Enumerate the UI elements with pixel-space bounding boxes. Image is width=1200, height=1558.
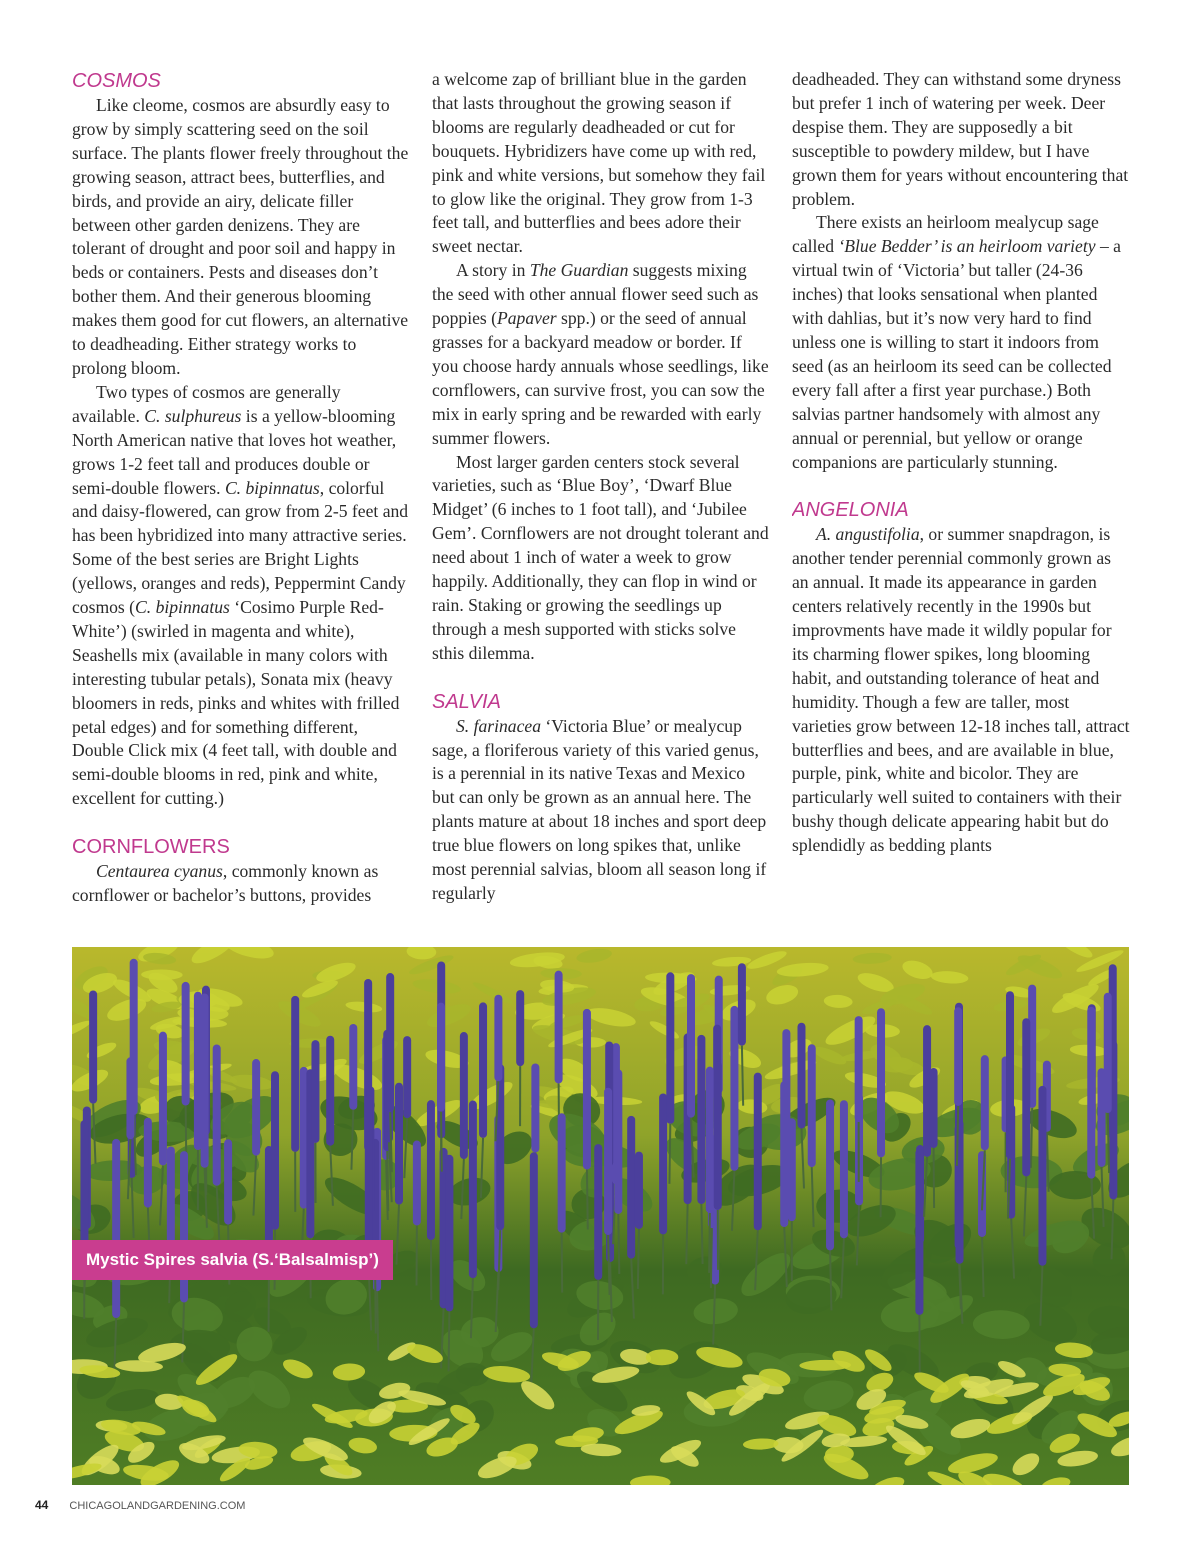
flower-stem (387, 1151, 388, 1211)
text-run: , commonly known as cornflower or bachelor’s buttons, provides (72, 861, 379, 906)
flower-spike (788, 1118, 796, 1221)
flower-stem (638, 1229, 639, 1289)
flower-spike (1022, 1018, 1030, 1176)
salvia-photo-illustration (72, 947, 1129, 1485)
flower-spike (797, 1023, 805, 1129)
species-name: Papaver (497, 308, 557, 329)
text-run: a virtual twin of ‘Victoria’ but taller (24-36 inches) that looks sensational when planted with dahlias, but it’s now very hard to find unless one is willing to start it indoors from seed (as an heirloom its seed can be collected every fall after a first year purchase.) Both salvias partner handsomely with almost any annual or perennial, but yellow or orange companions are particularly stunning. (792, 236, 1121, 472)
flower-spike (224, 1139, 232, 1224)
flower-spike (738, 963, 746, 1045)
flower-stem (957, 1106, 958, 1166)
site-url: CHICAGOLANDGARDENING.COM (69, 1500, 246, 1512)
text-run: , or summer snapdragon, is another tender perennial commonly grown as an annual. It made its appearance in garden centers relatively recently in the 1990s but improvments have made it wildly popular for its charming flower spikes, long blooming habit, and outstanding tolerance of heat and humidity. Though a few are taller, most varieties grow between 12-18 inches tall, attract butterflies and bees, and are available in blue, purple, pink, white and bicolor. They are particularly well suited to containers with their bushy though delicate appearing habit but do splendidly as bedding plants (792, 524, 1130, 856)
flower-stem (669, 1124, 670, 1184)
flower-spike (954, 1007, 962, 1106)
column-3 (792, 68, 1130, 918)
salvia-paragraph-1-cont: deadheaded. They can withstand some dryness but prefer 1 inch of watering per week. Deer despise them. They are supposedly a bit susceptible to powdery mildew, but I have grown them for years without encountering that problem. (792, 69, 1129, 209)
flower-spike (659, 1093, 667, 1234)
text-run: A story in (456, 260, 530, 281)
flower-spike (808, 1044, 816, 1167)
flower-spike (530, 1152, 538, 1328)
flower-spike (126, 1057, 134, 1139)
flower-spike (437, 1003, 445, 1112)
flower-spike (531, 1063, 539, 1152)
flower-stem (587, 1169, 588, 1229)
salvia-photo (72, 947, 1129, 1485)
flower-spike (555, 971, 563, 1084)
flower-stem (709, 1213, 710, 1273)
text-run: ‘Victoria Blue’ or mealycup sage, a floriferous variety of this varied genus, is a perennial in its native Texas and Mexico but can only be grown as an annual here. The plants mature at about 18 inches and sport deep true blue flowers on long spikes that, unlike most perennial salvias, bloom all season long if regularly (432, 715, 767, 903)
flower-spike (1038, 1086, 1046, 1266)
text-run: spp.) or the seed of annual grasses for a backyard meadow or border. If you choose hardy annuals whose seedlings, like cornflowers, can survive frost, you can sow the mix in early spring and be rewarded with early summer flowers. (432, 308, 769, 448)
text-run: Two types of cosmos are generally available. (72, 381, 341, 426)
heading-angelonia: ANGELONIA (792, 499, 909, 522)
column-2 (432, 68, 770, 918)
flower-spike (271, 1071, 279, 1230)
page-footer (35, 1498, 245, 1512)
flower-spike (877, 1008, 885, 1157)
cornflowers-paragraph-2 (432, 259, 770, 450)
flower-spike (167, 1146, 175, 1243)
flower-spike (445, 1155, 453, 1312)
flower-spike (159, 1032, 167, 1166)
flower-spike (594, 1144, 602, 1280)
text-run: suggests mixing the seed with other annual flower seed such as poppies ( (432, 260, 759, 329)
flower-spike (494, 995, 502, 1081)
flower-spike (427, 1100, 435, 1240)
flower-spike (687, 974, 695, 1118)
text-run: , colorful and daisy-flowered, can grow from 2-5 feet and has been hybridized into many attractive series. Some of the best series are Bright Lights (yellows, oranges and reds), Peppermint Candy cosmos ( (72, 477, 409, 618)
flower-spike (1098, 1068, 1106, 1167)
species-name: C. sulphureus (144, 405, 242, 426)
text-run: There exists an heirloom mealycup sage called (792, 212, 1099, 257)
flower-spike (754, 1073, 762, 1231)
species-name: C. bipinnatus (135, 597, 230, 618)
flower-spike (780, 1081, 788, 1227)
species-name: A. angustifolia (816, 524, 920, 545)
flower-spike (201, 993, 209, 1167)
heading-cosmos: COSMOS (72, 70, 161, 92)
flower-spike (826, 1099, 834, 1250)
flower-spike (840, 1100, 848, 1238)
flower-spike (182, 982, 190, 1106)
flower-spike (730, 1006, 738, 1171)
flower-spike (981, 1055, 989, 1150)
flower-stem (375, 1273, 376, 1333)
cosmos-paragraph-2 (72, 381, 410, 811)
flower-spike (706, 1067, 714, 1213)
column-1 (72, 68, 410, 918)
flower-spike (326, 1036, 334, 1146)
flower-spike (1087, 1007, 1095, 1179)
flower-spike (915, 1149, 923, 1315)
flower-stem (830, 1250, 831, 1310)
species-name: C. bipinnatus (224, 477, 320, 498)
flower-spike (469, 1101, 477, 1279)
flower-spike (697, 1035, 705, 1204)
flower-spike (558, 1113, 566, 1232)
photo-caption: Mystic Spires salvia (S.‘Balsalmisp’) (72, 1240, 393, 1280)
angelonia-paragraph-1 (792, 523, 1130, 858)
flower-spike (614, 1069, 622, 1214)
flower-stem (441, 1112, 442, 1172)
heading-salvia: SALVIA (432, 690, 501, 713)
flower-spike (386, 973, 394, 1112)
flower-spike (213, 1044, 221, 1185)
publication-name: The Guardian (529, 260, 629, 281)
flower-spike (89, 991, 97, 1104)
flower-spike (395, 1083, 403, 1205)
flower-spike (855, 1016, 863, 1122)
flower-stem (562, 1233, 563, 1293)
flower-stem (711, 1228, 712, 1288)
flower-spike (1006, 991, 1014, 1159)
flower-spike (349, 1024, 357, 1110)
text-run: is a yellow-blooming North American native that loves hot weather, grows 1-2 feet tall and produces double or semi-double flowers. (72, 405, 397, 498)
flower-stem (449, 1311, 450, 1371)
flower-stem (742, 1046, 743, 1106)
species-name: Centaurea cyanus (96, 861, 223, 882)
cornflowers-paragraph-1-cont: a welcome zap of brilliant blue in the garden that lasts throughout the growing season if blooms are regularly deadheaded or cut for bouquets. Hybridizers have come up with red, pink and white versions, but somehow they fail to glow like the original. They grow from 1-3 feet tall, and butterflies and bees adore their sweet nectar. (432, 69, 766, 257)
salvia-paragraph-2 (792, 211, 1130, 474)
species-name: S. farinacea (456, 715, 542, 736)
flower-spike (252, 1059, 260, 1156)
salvia-paragraph-1 (432, 715, 770, 906)
flower-stem (1031, 1108, 1032, 1168)
flower-spike (479, 1002, 487, 1138)
flower-stem (1108, 1113, 1109, 1173)
flower-spike (635, 1152, 643, 1229)
flower-spike (403, 1036, 411, 1118)
flower-spike (144, 1118, 152, 1208)
text-run: ‘Cosimo Purple Red-White’) (swirled in magenta and white), Seashells mix (available in many colors with interesting tubular petals), Sonata mix (heavy bloomers in reds, pinks and whites with frilled petal edges) and for something different, Double Click mix (4 feet tall, with double and semi-double blooms in red, pink and white, excellent for cutting.) (72, 597, 400, 809)
flower-stem (618, 1214, 619, 1274)
flower-stem (686, 1204, 687, 1264)
flower-spike (666, 972, 674, 1124)
flower-spike (516, 990, 524, 1066)
flower-spike (80, 1120, 88, 1259)
flower-spike (604, 1088, 612, 1235)
heading-cornflowers: CORNFLOWERS (72, 836, 230, 859)
flower-spike (583, 1009, 591, 1170)
flower-spike (627, 1116, 635, 1259)
cornflowers-paragraph-3: Most larger garden centers stock several varieties, such as ‘Blue Boy’, ‘Dwarf Blue Midget’ (6 inches to 1 foot tall), and ‘Jubilee Gem’. Cornflowers are not drought tolerant and need about 1 inch of water a week to grow happily. Additionally, they can flop in wind or rain. Staking or growing the seedlings up through a mesh supported with sticks solve sthis dilemma. (432, 451, 769, 663)
flower-stem (934, 1148, 935, 1208)
flower-spike (413, 1141, 421, 1226)
flower-spike (930, 1068, 938, 1148)
flower-spike (112, 1139, 120, 1318)
flower-stem (377, 1291, 378, 1351)
page-number: 44 (35, 1498, 49, 1512)
flower-spike (714, 1061, 722, 1210)
flower-stem (701, 1204, 702, 1264)
variety-name: ‘Blue Bedder’ is an heirloom variety – (838, 236, 1109, 257)
cosmos-paragraph-1: Like cleome, cosmos are absurdly easy to grow by simply scattering seed on the soil surface. The plants flower freely throughout the growing season, attract bees, butterflies, and birds, and provide an airy, delicate filler between other garden denizens. They are tolerant of drought and poor soil and happy in beds or containers. Pests and diseases don’t bother them. And their generous blooming makes them good for cut flowers, an alternative to deadheading. Either strategy works to prolong bloom. (72, 95, 409, 378)
cornflowers-paragraph-1 (72, 860, 410, 908)
flower-spike (460, 1032, 468, 1159)
flower-spike (291, 996, 299, 1152)
flower-spike (311, 1040, 319, 1143)
